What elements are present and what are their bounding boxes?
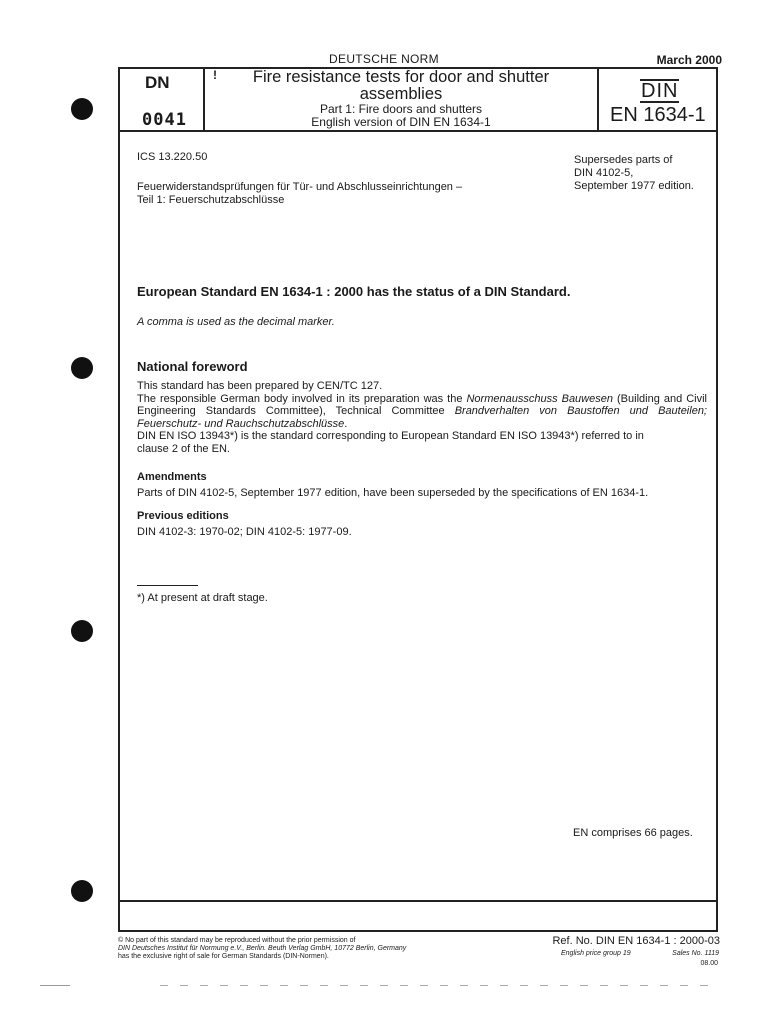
scan-artifact-line [160,985,720,986]
foreword-p2-b: Normenausschuss Bauwesen [466,392,613,405]
status-heading: European Standard EN 1634-1 : 2000 has the status of a DIN Standard. [137,284,571,299]
deutsche-norm-label: DEUTSCHE NORM [329,52,439,66]
punch-hole [71,880,93,902]
title-line-2: assemblies [359,85,443,103]
decimal-marker-note: A comma is used as the decimal marker. [137,316,335,328]
supersedes-line-2: DIN 4102-5, [574,167,634,179]
punch-hole [71,357,93,379]
foreword-paragraph-2 [137,393,707,431]
footer-top-rule [118,900,718,902]
german-title-line-2: Teil 1: Feuerschutzabschlüsse [137,194,285,206]
foreword-p3-line-2: clause 2 of the EN. [137,442,230,455]
punch-hole [71,98,93,120]
foreword-p2-a: The responsible German body involved in its preparation was the [137,392,467,405]
supersedes-line-3: September 1977 edition. [574,180,694,192]
footnote: *) At present at draft stage. [137,592,268,604]
previous-editions-text: DIN 4102-3: 1970-02; DIN 4102-5: 1977-09. [137,526,352,538]
title-version: English version of DIN EN 1634-1 [311,115,491,129]
foreword-line-1: This standard has been prepared by CEN/TC 127. [137,380,383,392]
copyright-line-3: has the exclusive right of sale for German Standards (DIN-Normen). [118,953,329,960]
ics-code: ICS 13.220.50 [137,151,208,163]
foreword-p2-c: (Building [612,392,660,405]
din-standard-number: EN 1634-1 [610,104,706,126]
copyright-line-2: DIN Deutsches Institut für Normung e.V., Berlin. Beuth Verlag GmbH, 10772 Berlin, Germany [118,945,407,952]
copyright-notice [118,937,406,961]
scan-artifact-line [40,985,70,986]
german-title [137,181,462,207]
sales-number: Sales No. 1119 [672,950,719,957]
din-logo: DIN [641,80,679,102]
punch-hole [71,620,93,642]
pages-note: EN comprises 66 pages. [573,827,693,839]
foreword-heading: National foreword [137,359,248,374]
foreword-p2-d: and Civil Engineering Standards Committee), Technical Committee [137,392,707,417]
tick-mark: ! [213,68,217,82]
document-title [205,69,597,103]
supersedes-line-1: Supersedes parts of [574,154,673,166]
document-subtitle [205,103,597,129]
dn-label: DN [145,73,170,92]
foreword-p3-line-1: DIN EN ISO 13943*) is the standard corresponding to European Standard EN ISO 13943*) referred to in [137,430,644,442]
foreword-body [137,380,707,455]
foreword-p2-g: . [344,417,348,430]
previous-editions-heading: Previous editions [137,510,229,522]
amendments-text: Parts of DIN 4102-5, September 1977 edition, have been superseded by the specifications of EN 1634-1. [137,487,649,499]
publication-date: March 2000 [656,53,722,67]
amendments-heading: Amendments [137,471,207,483]
header-bottom-rule [118,130,718,132]
header-divider-right [597,67,599,131]
copyright-line-1: © No part of this standard may be reproduced without the prior permission of [118,937,356,944]
supersedes-block [574,154,694,193]
german-title-line-1: Feuerwiderstandsprüfungen für Tür- und Abschlusseinrichtungen – [137,181,463,193]
dn-number: 0041 [142,110,187,130]
price-group: English price group 19 [561,950,631,957]
foreword-p2-e: Brandverhalten von Baustoffen und [454,405,649,417]
title-line-1: Fire resistance tests for door and shutter [252,68,550,86]
footer-code: 08.00 [700,960,718,967]
foreword-p2-f: Bauteilen; Feuerschutz- und Rauchschutzabschlüsse [137,405,707,430]
reference-number: Ref. No. DIN EN 1634-1 : 2000-03 [552,935,720,947]
footnote-rule [137,585,198,586]
title-part: Part 1: Fire doors and shutters [319,102,483,116]
